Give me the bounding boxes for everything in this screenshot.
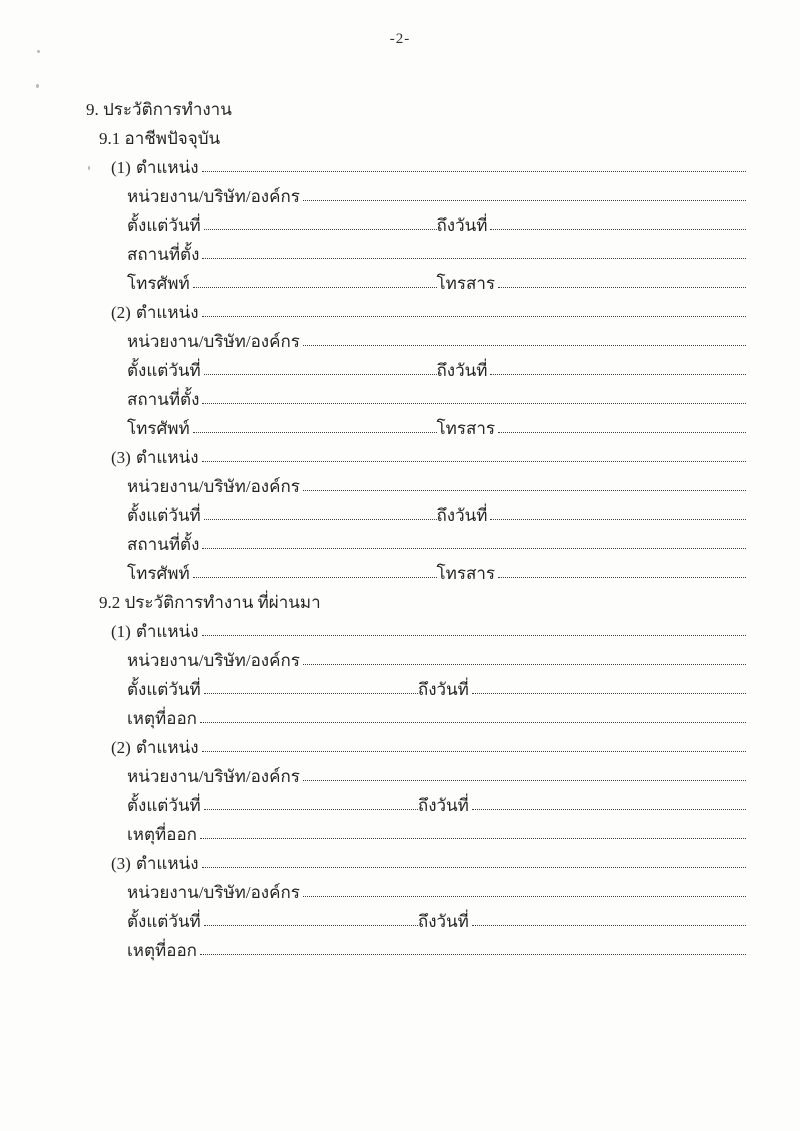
field-row [86,182,746,211]
field-label-from-date: ตั้งแต่วันที่ [127,680,201,699]
field-row [86,820,746,849]
field-label-from-date: ตั้งแต่วันที่ [127,796,201,815]
field-label-telephone: โทรศัพท์ [127,274,190,293]
field-label-fax: โทรสาร [436,274,496,293]
field-organization [127,472,746,501]
field-blank-reason-left [200,722,746,723]
field-blank-to-date [472,693,746,694]
field-blank-position [202,461,747,462]
field-label-organization: หน่วยงาน/บริษัท/องค์กร [127,651,300,670]
field-row [86,298,746,327]
field-label-position: ตำแหน่ง [135,448,199,467]
field-label-to-date: ถึงวันที่ [417,680,469,699]
field-from-date [127,211,437,240]
field-blank-from-date [204,374,437,375]
field-label-reason-left: เหตุที่ออก [127,941,197,960]
field-reason-left [127,704,746,733]
field-blank-position [202,867,747,868]
subsection-1 [86,124,746,588]
field-label-from-date: ตั้งแต่วันที่ [127,912,201,931]
field-reason-left [127,820,746,849]
field-blank-from-date [204,925,418,926]
field-fax [437,269,747,298]
field-reason-left [127,936,746,965]
field-row [86,472,746,501]
entry-number: (2) [111,303,131,322]
field-label-from-date: ตั้งแต่วันที่ [127,216,201,235]
field-from-date [127,791,418,820]
field-telephone [127,559,437,588]
field-blank-fax [498,432,746,433]
entry-number: (1) [111,158,131,177]
field-to-date [437,211,747,240]
field-position [136,153,746,182]
field-blank-from-date [204,519,437,520]
field-label-position: ตำแหน่ง [135,622,199,641]
field-blank-from-date [204,229,437,230]
field-label-organization: หน่วยงาน/บริษัท/องค์กร [127,477,300,496]
field-label-to-date: ถึงวันที่ [417,912,469,931]
field-blank-to-date [490,229,746,230]
entry-3 [86,443,746,588]
field-label-from-date: ตั้งแต่วันที่ [127,506,201,525]
field-blank-location [202,403,746,404]
entry-number: (3) [111,854,131,873]
entry-1 [86,617,746,733]
field-from-date [127,675,418,704]
field-blank-to-date [490,519,746,520]
field-row [86,385,746,414]
field-row [86,443,746,472]
field-label-from-date: ตั้งแต่วันที่ [127,361,201,380]
field-position [136,298,746,327]
field-blank-position [202,171,747,172]
field-blank-fax [498,287,746,288]
field-blank-to-date [472,809,746,810]
field-blank-organization [303,780,746,781]
page-content [86,95,746,965]
field-blank-reason-left [200,838,746,839]
field-row [86,733,746,762]
field-position [136,733,746,762]
field-from-date [127,907,418,936]
entry-2 [86,733,746,849]
field-row [86,704,746,733]
field-blank-from-date [204,809,418,810]
field-to-date [418,907,746,936]
field-to-date [418,791,746,820]
field-location [127,385,746,414]
scan-speckle [37,50,40,53]
page-number: -2- [389,31,411,47]
field-label-location: สถานที่ตั้ง [127,535,200,554]
field-blank-organization [303,490,746,491]
field-organization [127,762,746,791]
field-label-position: ตำแหน่ง [135,303,199,322]
field-label-organization: หน่วยงาน/บริษัท/องค์กร [127,187,300,206]
field-organization [127,327,746,356]
field-to-date [437,501,747,530]
field-blank-organization [303,345,746,346]
field-row [86,153,746,182]
entry-3 [86,849,746,965]
scan-speckle [36,84,39,88]
field-position [136,849,746,878]
entry-2 [86,298,746,443]
field-row [86,675,746,704]
field-row [86,878,746,907]
field-label-to-date: ถึงวันที่ [417,796,469,815]
section-title-work-history: 9. ประวัติการทำงาน [86,100,232,119]
field-label-reason-left: เหตุที่ออก [127,825,197,844]
field-blank-telephone [193,432,437,433]
field-organization [127,182,746,211]
subsection-2 [86,588,746,965]
field-blank-reason-left [200,954,746,955]
field-blank-telephone [193,577,437,578]
field-label-reason-left: เหตุที่ออก [127,709,197,728]
field-row [86,907,746,936]
field-blank-fax [498,577,746,578]
field-label-to-date: ถึงวันที่ [436,361,488,380]
field-fax [437,414,747,443]
field-blank-position [202,316,747,317]
field-label-to-date: ถึงวันที่ [436,506,488,525]
field-blank-position [202,751,747,752]
field-blank-location [202,548,746,549]
field-blank-organization [303,664,746,665]
entry-number: (2) [111,738,131,757]
field-from-date [127,356,437,385]
field-organization [127,878,746,907]
field-row [86,501,746,530]
field-label-position: ตำแหน่ง [135,854,199,873]
field-blank-telephone [193,287,437,288]
field-blank-organization [303,896,746,897]
form-body [86,124,746,965]
field-location [127,240,746,269]
field-position [136,617,746,646]
field-blank-to-date [490,374,746,375]
field-label-fax: โทรสาร [436,564,496,583]
field-row [86,530,746,559]
field-row [86,646,746,675]
field-organization [127,646,746,675]
field-blank-position [202,635,747,636]
field-label-to-date: ถึงวันที่ [436,216,488,235]
field-label-position: ตำแหน่ง [135,158,199,177]
field-row [86,356,746,385]
field-telephone [127,269,437,298]
field-from-date [127,501,437,530]
field-blank-to-date [472,925,746,926]
field-label-location: สถานที่ตั้ง [127,245,200,264]
field-to-date [418,675,746,704]
field-position [136,443,746,472]
field-row [86,791,746,820]
field-row [86,269,746,298]
field-label-position: ตำแหน่ง [135,738,199,757]
field-row [86,211,746,240]
field-row [86,849,746,878]
field-blank-organization [303,200,746,201]
field-row [86,559,746,588]
entry-number: (3) [111,448,131,467]
field-blank-location [202,258,746,259]
field-to-date [437,356,747,385]
field-label-location: สถานที่ตั้ง [127,390,200,409]
field-blank-from-date [204,693,418,694]
field-row [86,936,746,965]
field-row [86,762,746,791]
field-row [86,617,746,646]
subsection-2-title: 9.2 ประวัติการทำงาน ที่ผ่านมา [99,593,321,612]
field-label-fax: โทรสาร [436,419,496,438]
field-row [86,414,746,443]
field-label-telephone: โทรศัพท์ [127,419,190,438]
field-location [127,530,746,559]
field-label-organization: หน่วยงาน/บริษัท/องค์กร [127,767,300,786]
field-label-telephone: โทรศัพท์ [127,564,190,583]
entry-number: (1) [111,622,131,641]
field-fax [437,559,747,588]
entry-1 [86,153,746,298]
field-telephone [127,414,437,443]
field-row [86,240,746,269]
field-label-organization: หน่วยงาน/บริษัท/องค์กร [127,332,300,351]
subsection-1-title: 9.1 อาชีพปัจจุบัน [99,129,221,148]
field-label-organization: หน่วยงาน/บริษัท/องค์กร [127,883,300,902]
field-row [86,327,746,356]
